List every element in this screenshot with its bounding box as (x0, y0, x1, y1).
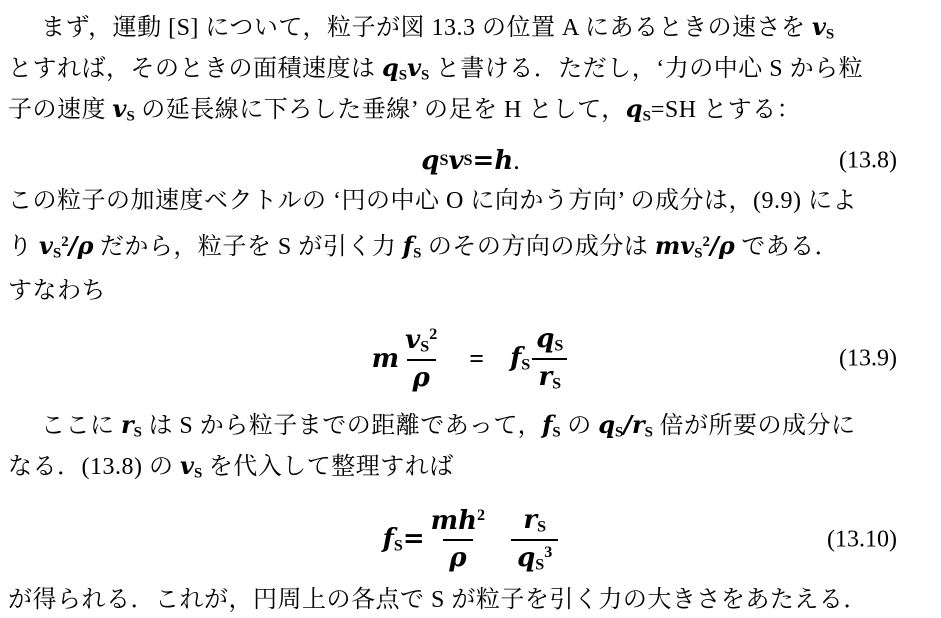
equation-row-13-9 (8, 322, 933, 396)
equation-number-13-9: (13.9) (839, 345, 897, 372)
eq139-rhs-fraction (530, 324, 569, 394)
paragraph2-line3: すなわち (8, 278, 106, 304)
paragraph3-line1: ここに rS は S から粒子までの距離であって，fS の qS/rS 倍が所要の成分に (41, 410, 856, 441)
closing-line: が得られる．これが，円周上の各点で S が粒子を引く力の大きさをあたえる． (8, 587, 868, 613)
eq139-lhs-coefficient: m (371, 344, 400, 374)
eq139-rhs-numerator: qS (536, 323, 564, 355)
eq139-rhs-coefficient: fS (510, 343, 531, 374)
equation-13-8: q S v S = h . (421, 146, 520, 176)
equation-row-13-10 (8, 502, 933, 578)
eq139-lhs-numerator: $vS^2$ (405, 324, 438, 356)
paragraph2-line1: この粒子の加速度ベクトルの ‘円の中心 O に向かう方向’ の成分は，(9.9) によ (8, 188, 858, 214)
eq139-lhs-fraction (399, 325, 443, 394)
eq1310-second-fraction (511, 505, 558, 575)
paragraph1-line1: まず，運動 [S] について，粒子が図 13.3 の位置 A にあるときの速さを vS (41, 12, 835, 43)
equation-13-9 (372, 322, 570, 396)
equation-number-13-10: (13.10) (827, 526, 897, 553)
eq139-rhs-denominator: rS (532, 358, 567, 394)
equation-row-13-8 (8, 141, 933, 181)
eq1310-first-fraction (425, 506, 491, 574)
eq1310-second-denominator: $qS^3$ (511, 539, 558, 575)
paragraph1-line3: 子の速度 vS の延長線に下ろした垂線’ の足を H として，qS=SH とする： (8, 94, 802, 125)
paragraph3-line2: なる．(13.8) の vS を代入して整理すれば (8, 451, 454, 482)
eq139-lhs-denominator: ρ (407, 359, 436, 394)
paragraph1-line2: とすれば，そのときの面積速度は qSvS と書ける．ただし，‘力の中心 S から粒 (8, 53, 864, 84)
paragraph2-line2: り $vS^2/\rho$ だから，粒子を S が引く力 fS のその方向の成分は mvS$^2$/ρ である． (8, 231, 840, 262)
equation-13-10 (383, 502, 559, 578)
equation-number-13-8: (13.8) (839, 147, 897, 174)
eq1310-second-numerator: rS (523, 504, 547, 536)
eq1310-first-denominator: ρ (443, 539, 472, 574)
eq1310-lhs: fS= (382, 524, 425, 555)
equals-sign: = (469, 344, 485, 373)
eq1310-first-numerator: $mh^2$ (430, 506, 486, 537)
